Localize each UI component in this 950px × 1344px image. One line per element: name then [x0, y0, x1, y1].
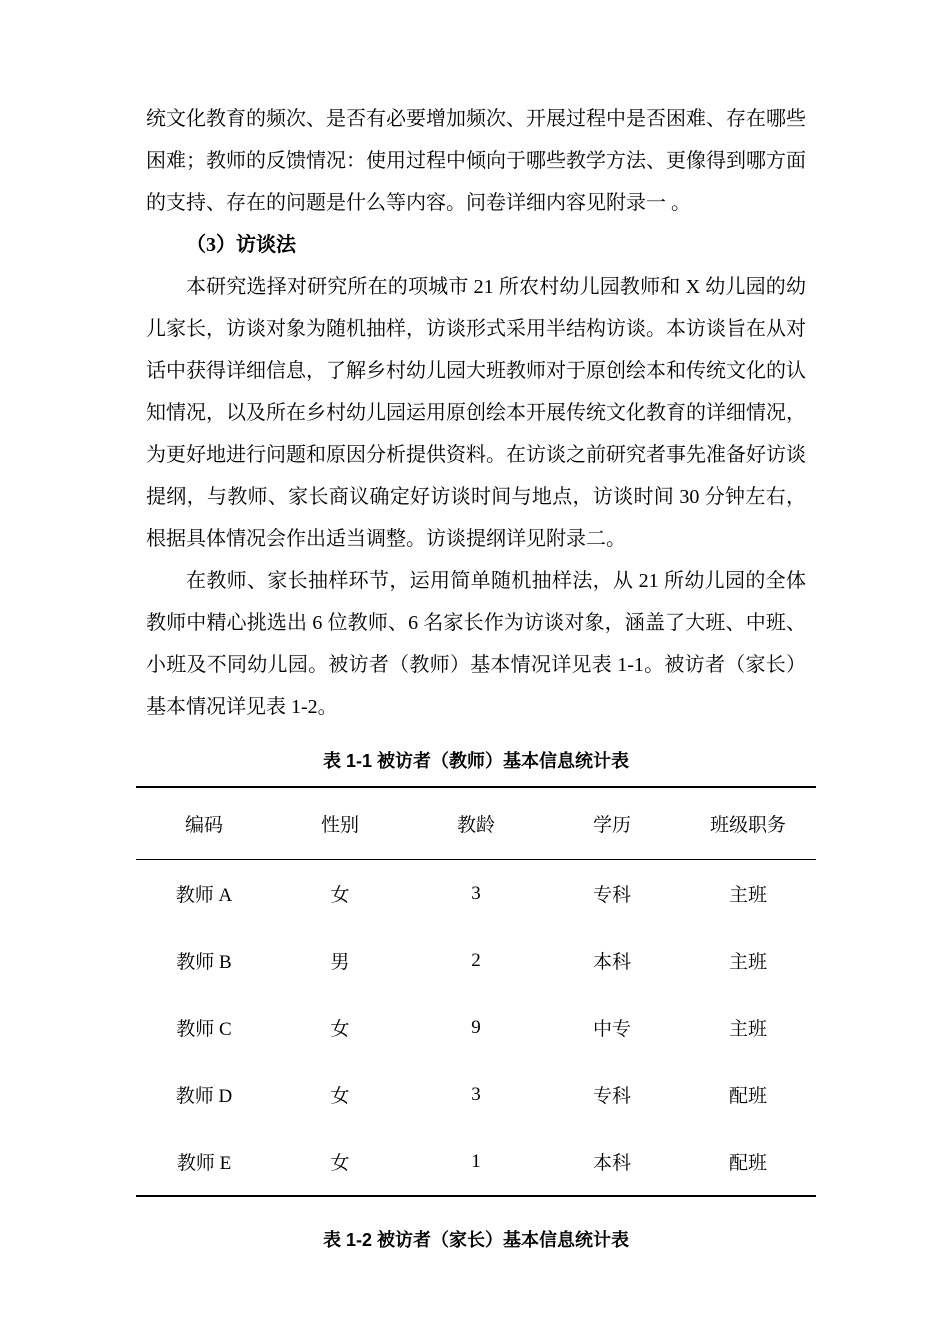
table-cell: 9 — [471, 1016, 481, 1038]
table-cell: 配班 — [728, 1086, 767, 1107]
table-cell: 女 — [330, 1019, 350, 1040]
table-cell: 教师 E — [176, 1153, 232, 1174]
teacher-info-table — [136, 786, 816, 1197]
table-cell: 主班 — [728, 1019, 767, 1040]
table-cell: 女 — [330, 1153, 350, 1174]
table-cell: 男 — [330, 952, 350, 973]
table-row — [136, 1061, 816, 1128]
table-cell: 2 — [471, 949, 481, 971]
table-cell: 女 — [330, 885, 350, 906]
col-header-teaching-years: 教龄 — [408, 787, 544, 860]
table-cell: 3 — [471, 1083, 481, 1105]
table-cell: 本科 — [592, 1153, 631, 1174]
col-header-code: 编码 — [136, 787, 272, 860]
col-header-gender: 性别 — [272, 787, 408, 860]
table-row — [136, 994, 816, 1061]
table-header-row — [136, 787, 816, 860]
table-cell: 专科 — [592, 1086, 631, 1107]
table-row — [136, 1128, 816, 1196]
table-cell: 教师 C — [176, 1019, 232, 1040]
table-cell: 教师 A — [175, 885, 233, 906]
table-2-caption: 表 1-2 被访者（家长）基本信息统计表 — [322, 1230, 630, 1250]
paragraph-sampling-description: 在教师、家长抽样环节，运用简单随机抽样法，从 21 所幼儿园的全体教师中精心挑选出 6 位教师、6 名家长作为访谈对象，涵盖了大班、中班、小班及不同幼儿园。被访者（教师）基本情况详见表 1-1。被访者（家长）基本情况详见表 1-2。 — [146, 570, 806, 718]
section-heading-interview-method: （3）访谈法 — [186, 234, 296, 256]
table-cell: 本科 — [592, 952, 631, 973]
table-cell: 专科 — [592, 885, 631, 906]
table-cell: 主班 — [728, 885, 767, 906]
table-cell: 女 — [330, 1086, 350, 1107]
table-cell: 中专 — [592, 1019, 631, 1040]
table-row — [136, 860, 816, 928]
col-header-education: 学历 — [544, 787, 680, 860]
table-row — [136, 927, 816, 994]
table-cell: 配班 — [728, 1153, 767, 1174]
table-cell: 3 — [471, 882, 481, 904]
paragraph-continuation: 统文化教育的频次、是否有必要增加频次、开展过程中是否困难、存在哪些困难；教师的反馈情况：使用过程中倾向于哪些教学方法、更像得到哪方面的支持、存在的问题是什么等内容。问卷详细内容见附录一 。 — [146, 108, 806, 214]
table-cell: 主班 — [728, 952, 767, 973]
table-cell: 教师 D — [175, 1086, 233, 1107]
table-cell: 教师 B — [176, 952, 232, 973]
col-header-class-duty: 班级职务 — [680, 787, 816, 860]
table-cell: 1 — [471, 1150, 481, 1172]
paragraph-interview-description: 本研究选择对研究所在的项城市 21 所农村幼儿园教师和 X 幼儿园的幼儿家长，访谈对象为随机抽样，访谈形式采用半结构访谈。本访谈旨在从对话中获得详细信息，了解乡村幼儿园大班教师对于原创绘本和传统文化的认知情况，以及所在乡村幼儿园运用原创绘本开展传统文化教育的详细情况，为更好地进行问题和原因分析提供资料。在访谈之前研究者事先准备好访谈提纲，与教师、家长商议确定好访谈时间与地点，访谈时间 30 分钟左右，根据具体情况会作出适当调整。访谈提纲详见附录二。 — [146, 276, 806, 550]
table-1-caption: 表 1-1 被访者（教师）基本信息统计表 — [322, 751, 630, 771]
